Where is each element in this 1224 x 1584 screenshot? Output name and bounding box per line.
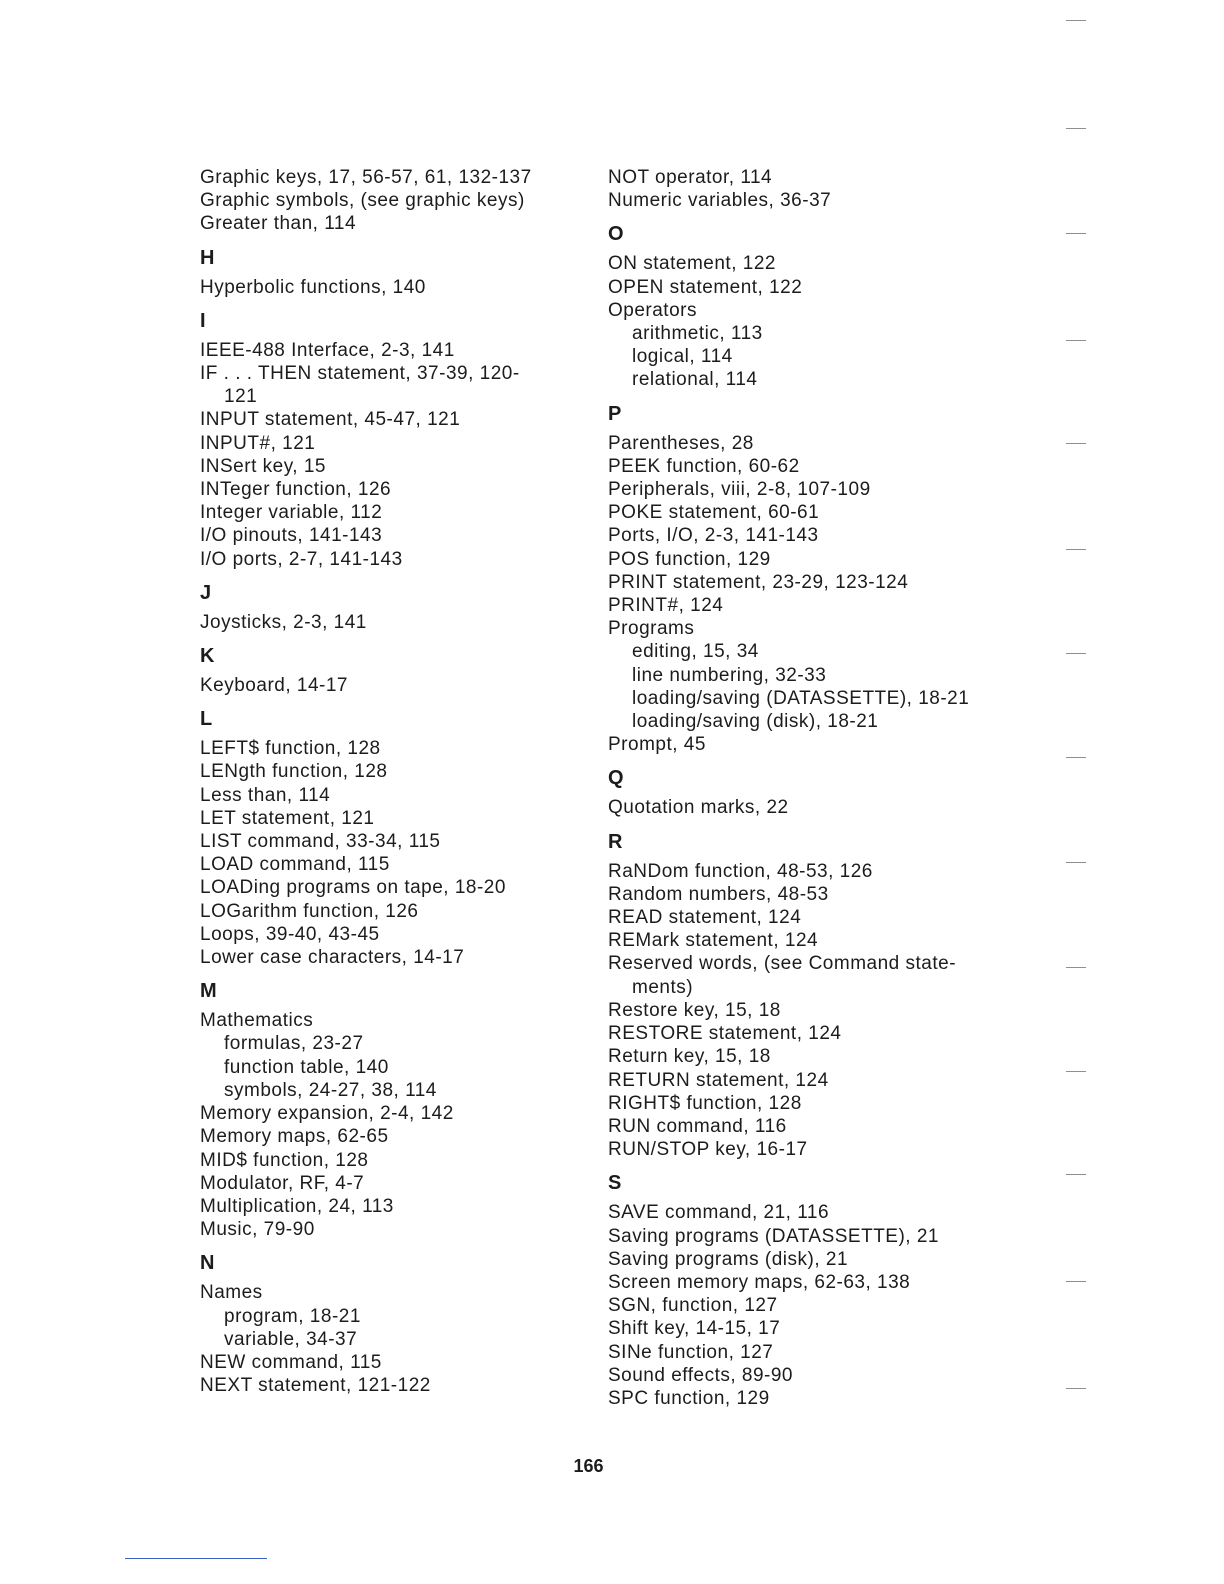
- index-entry: [200, 1374, 600, 1397]
- index-entry: [608, 1364, 1008, 1387]
- index-entry: [608, 189, 1008, 212]
- index-entry: [200, 946, 600, 969]
- margin-mark: [1066, 128, 1086, 129]
- index-subentry: [608, 322, 1008, 345]
- index-entry: [608, 860, 1008, 883]
- entry-text: I/O pinouts, 141-143: [200, 525, 383, 547]
- entry-text: PRINT statement, 23-29, 123-124: [608, 571, 909, 593]
- index-entry: [200, 166, 600, 189]
- index-entry: [608, 1069, 1008, 1092]
- entry-text: Quotation marks, 22: [608, 797, 789, 819]
- index-entry: [200, 1281, 600, 1304]
- section-letter: K: [200, 645, 215, 668]
- entry-text: Ports, I/O, 2-3, 141-143: [608, 525, 819, 547]
- entry-text: Graphic symbols, (see graphic keys): [200, 190, 525, 212]
- index-entry: [200, 923, 600, 946]
- entry-text: INPUT statement, 45-47, 121: [200, 409, 461, 431]
- margin-mark: [1066, 549, 1086, 550]
- index-entry: [200, 501, 600, 524]
- margin-mark: [1066, 340, 1086, 341]
- index-entry: [608, 501, 1008, 524]
- index-subentry: [608, 687, 1008, 710]
- index-section: [608, 766, 1008, 819]
- index-entry: [200, 807, 600, 830]
- entry-text: Less than, 114: [200, 784, 331, 806]
- entry-text: LIST command, 33-34, 115: [200, 831, 441, 853]
- entry-text: ON statement, 122: [608, 253, 776, 275]
- index-entry: [200, 611, 600, 634]
- index-entry: [608, 299, 1008, 322]
- index-entry: [200, 1351, 600, 1374]
- entry-text: NEW command, 115: [200, 1351, 382, 1373]
- index-entry: [608, 548, 1008, 571]
- index-entry: [200, 455, 600, 478]
- index-section: [200, 979, 600, 1241]
- entry-text: Peripherals, viii, 2-8, 107-109: [608, 479, 871, 501]
- index-subentry: [608, 345, 1008, 368]
- index-entry: [200, 548, 600, 571]
- entry-text: editing, 15, 34: [632, 641, 759, 663]
- entry-text: SINe function, 127: [608, 1341, 774, 1363]
- index-entry: [200, 478, 600, 501]
- index-entry: [200, 408, 600, 431]
- entry-text: relational, 114: [632, 369, 758, 391]
- margin-mark: [1066, 443, 1086, 444]
- index-entry: [200, 1125, 600, 1148]
- index-entry: [608, 952, 1008, 998]
- index-entry: [608, 1341, 1008, 1364]
- section-letter: R: [608, 830, 623, 853]
- entry-text: RESTORE statement, 124: [608, 1023, 842, 1045]
- index-entry: [608, 571, 1008, 594]
- entry-text: LET statement, 121: [200, 807, 375, 829]
- index-entry: [200, 853, 600, 876]
- entry-text: Keyboard, 14-17: [200, 675, 348, 697]
- entry-text: Reserved words, (see Command state-: [608, 953, 957, 975]
- entry-text: Modulator, RF, 4-7: [200, 1172, 365, 1194]
- entry-text: IEEE-488 Interface, 2-3, 141: [200, 339, 455, 361]
- entry-text: Greater than, 114: [200, 213, 357, 235]
- margin-mark: [1066, 233, 1086, 234]
- index-column-right: [608, 166, 1008, 1420]
- entry-text: IF . . . THEN statement, 37-39, 120-: [200, 363, 520, 385]
- index-subentry: [200, 1328, 600, 1351]
- index-entry: [608, 929, 1008, 952]
- entry-text: line numbering, 32-33: [632, 664, 827, 686]
- entry-text: INTeger function, 126: [200, 479, 392, 501]
- index-section: [608, 1171, 1008, 1410]
- index-entry: [608, 594, 1008, 617]
- index-subentry: [200, 1056, 600, 1079]
- entry-continuation: ments): [632, 976, 694, 998]
- index-entry: [608, 166, 1008, 189]
- entry-text: Saving programs (disk), 21: [608, 1248, 849, 1270]
- entry-text: Multiplication, 24, 113: [200, 1195, 394, 1217]
- section-letter: M: [200, 980, 217, 1003]
- index-entry: [200, 737, 600, 760]
- index-entry: [200, 784, 600, 807]
- entry-text: Sound effects, 89-90: [608, 1364, 793, 1386]
- margin-mark: [1066, 1174, 1086, 1175]
- entry-text: REMark statement, 124: [608, 930, 819, 952]
- entry-text: Numeric variables, 36-37: [608, 190, 832, 212]
- entry-text: Restore key, 15, 18: [608, 999, 781, 1021]
- entry-text: SPC function, 129: [608, 1387, 770, 1409]
- index-entry: [608, 455, 1008, 478]
- entry-text: program, 18-21: [224, 1305, 361, 1327]
- index-entry: [200, 1009, 600, 1032]
- index-subentry: [608, 640, 1008, 663]
- entry-text: LOADing programs on tape, 18-20: [200, 877, 506, 899]
- index-entry: [608, 432, 1008, 455]
- index-entry: [608, 1248, 1008, 1271]
- margin-mark: [1066, 862, 1086, 863]
- index-entry: [608, 524, 1008, 547]
- entry-text: formulas, 23-27: [224, 1033, 364, 1055]
- index-section: [200, 309, 600, 571]
- index-entry: [608, 1138, 1008, 1161]
- index-section: [200, 166, 600, 236]
- entry-text: I/O ports, 2-7, 141-143: [200, 548, 403, 570]
- margin-mark: [1066, 1281, 1086, 1282]
- entry-text: Saving programs (DATASSETTE), 21: [608, 1225, 940, 1247]
- index-column-left: [200, 166, 600, 1407]
- entry-text: POS function, 129: [608, 548, 771, 570]
- index-entry: [608, 906, 1008, 929]
- section-letter: N: [200, 1252, 215, 1275]
- index-entry: [200, 432, 600, 455]
- index-entry: [608, 617, 1008, 640]
- section-letter: J: [200, 581, 212, 604]
- section-letter: H: [200, 246, 215, 269]
- margin-mark: [1066, 653, 1086, 654]
- index-entry: [200, 1102, 600, 1125]
- index-section: [608, 222, 1008, 391]
- entry-text: RIGHT$ function, 128: [608, 1092, 802, 1114]
- index-entry: [608, 1092, 1008, 1115]
- index-entry: [200, 524, 600, 547]
- entry-text: PEEK function, 60-62: [608, 455, 800, 477]
- index-entry: [608, 1045, 1008, 1068]
- entry-text: READ statement, 124: [608, 907, 802, 929]
- index-entry: [200, 760, 600, 783]
- entry-text: LEFT$ function, 128: [200, 738, 381, 760]
- entry-text: Memory maps, 62-65: [200, 1126, 389, 1148]
- index-entry: [200, 900, 600, 923]
- index-entry: [200, 830, 600, 853]
- footer-rule: [125, 1558, 267, 1559]
- index-entry: [608, 478, 1008, 501]
- index-entry: [608, 1317, 1008, 1340]
- index-entry: [608, 883, 1008, 906]
- entry-text: NEXT statement, 121-122: [200, 1375, 431, 1397]
- entry-text: function table, 140: [224, 1056, 389, 1078]
- entry-text: arithmetic, 113: [632, 323, 763, 345]
- entry-text: loading/saving (DATASSETTE), 18-21: [632, 687, 970, 709]
- entry-text: Graphic keys, 17, 56-57, 61, 132-137: [200, 167, 532, 188]
- index-section: [608, 830, 1008, 1162]
- entry-text: Joysticks, 2-3, 141: [200, 611, 367, 633]
- section-letter: O: [608, 223, 624, 246]
- entry-text: LOGarithm function, 126: [200, 900, 419, 922]
- margin-mark: [1066, 757, 1086, 758]
- index-section: [200, 1251, 600, 1397]
- entry-text: POKE statement, 60-61: [608, 502, 820, 524]
- index-entry: [200, 212, 600, 235]
- index-subentry: [608, 664, 1008, 687]
- entry-text: Operators: [608, 299, 697, 321]
- index-entry: [200, 339, 600, 362]
- entry-text: variable, 34-37: [224, 1328, 358, 1350]
- entry-text: INPUT#, 121: [200, 432, 316, 454]
- index-entry: [200, 674, 600, 697]
- entry-text: RUN/STOP key, 16-17: [608, 1139, 808, 1161]
- index-subentry: [200, 1079, 600, 1102]
- section-letter: Q: [608, 767, 624, 790]
- entry-text: Screen memory maps, 62-63, 138: [608, 1271, 911, 1293]
- entry-text: Return key, 15, 18: [608, 1046, 771, 1068]
- entry-text: Parentheses, 28: [608, 432, 754, 454]
- index-entry: [608, 252, 1008, 275]
- index-section: [200, 707, 600, 969]
- index-entry: [200, 362, 600, 408]
- entry-text: MID$ function, 128: [200, 1149, 369, 1171]
- entry-text: LOAD command, 115: [200, 854, 390, 876]
- margin-mark: [1066, 1388, 1086, 1389]
- index-entry: [200, 276, 600, 299]
- entry-text: RETURN statement, 124: [608, 1069, 829, 1091]
- entry-text: loading/saving (disk), 18-21: [632, 711, 879, 733]
- entry-text: OPEN statement, 122: [608, 276, 803, 298]
- index-entry: [200, 1172, 600, 1195]
- entry-text: RUN command, 116: [608, 1115, 787, 1137]
- entry-text: PRINT#, 124: [608, 595, 724, 617]
- entry-text: Loops, 39-40, 43-45: [200, 923, 380, 945]
- entry-text: SAVE command, 21, 116: [608, 1202, 830, 1224]
- entry-text: SGN, function, 127: [608, 1295, 778, 1317]
- index-subentry: [608, 710, 1008, 733]
- entry-text: Memory expansion, 2-4, 142: [200, 1103, 454, 1125]
- entry-text: RaNDom function, 48-53, 126: [608, 860, 873, 882]
- index-section: [200, 644, 600, 697]
- index-entry: [200, 1195, 600, 1218]
- page-number: 166: [573, 1456, 604, 1476]
- index-subentry: [200, 1305, 600, 1328]
- index-entry: [200, 876, 600, 899]
- index-entry: [608, 1225, 1008, 1248]
- entry-text: Random numbers, 48-53: [608, 883, 829, 905]
- index-entry: [608, 1294, 1008, 1317]
- section-letter: I: [200, 309, 206, 332]
- entry-text: NOT operator, 114: [608, 167, 773, 188]
- entry-text: Music, 79-90: [200, 1219, 315, 1241]
- index-subentry: [200, 1032, 600, 1055]
- entry-text: symbols, 24-27, 38, 114: [224, 1079, 437, 1101]
- entry-text: Lower case characters, 14-17: [200, 947, 465, 969]
- index-entry: [608, 796, 1008, 819]
- index-entry: [200, 189, 600, 212]
- entry-text: INSert key, 15: [200, 455, 326, 477]
- entry-text: Integer variable, 112: [200, 502, 383, 524]
- index-entry: [608, 1271, 1008, 1294]
- entry-continuation: 121: [224, 386, 258, 408]
- entry-text: Prompt, 45: [608, 734, 706, 756]
- margin-mark: [1066, 1071, 1086, 1072]
- entry-text: logical, 114: [632, 346, 733, 368]
- index-subentry: [608, 368, 1008, 391]
- section-letter: P: [608, 402, 622, 425]
- index-entry: [200, 1149, 600, 1172]
- margin-mark: [1066, 967, 1086, 968]
- index-entry: [200, 1218, 600, 1241]
- entry-text: Mathematics: [200, 1010, 314, 1032]
- index-section: [608, 166, 1008, 212]
- index-entry: [608, 1022, 1008, 1045]
- entry-text: Hyperbolic functions, 140: [200, 276, 426, 298]
- index-entry: [608, 1201, 1008, 1224]
- index-entry: [608, 999, 1008, 1022]
- entry-text: Programs: [608, 618, 695, 640]
- margin-mark: [1066, 20, 1086, 21]
- index-entry: [608, 276, 1008, 299]
- index-section: [200, 581, 600, 634]
- section-letter: S: [608, 1172, 622, 1195]
- entry-text: Names: [200, 1282, 263, 1304]
- index-entry: [608, 1387, 1008, 1410]
- index-section: [608, 402, 1008, 757]
- entry-text: Shift key, 14-15, 17: [608, 1318, 781, 1340]
- section-letter: L: [200, 708, 213, 731]
- index-entry: [608, 1115, 1008, 1138]
- entry-text: LENgth function, 128: [200, 761, 388, 783]
- index-entry: [608, 733, 1008, 756]
- index-section: [200, 246, 600, 299]
